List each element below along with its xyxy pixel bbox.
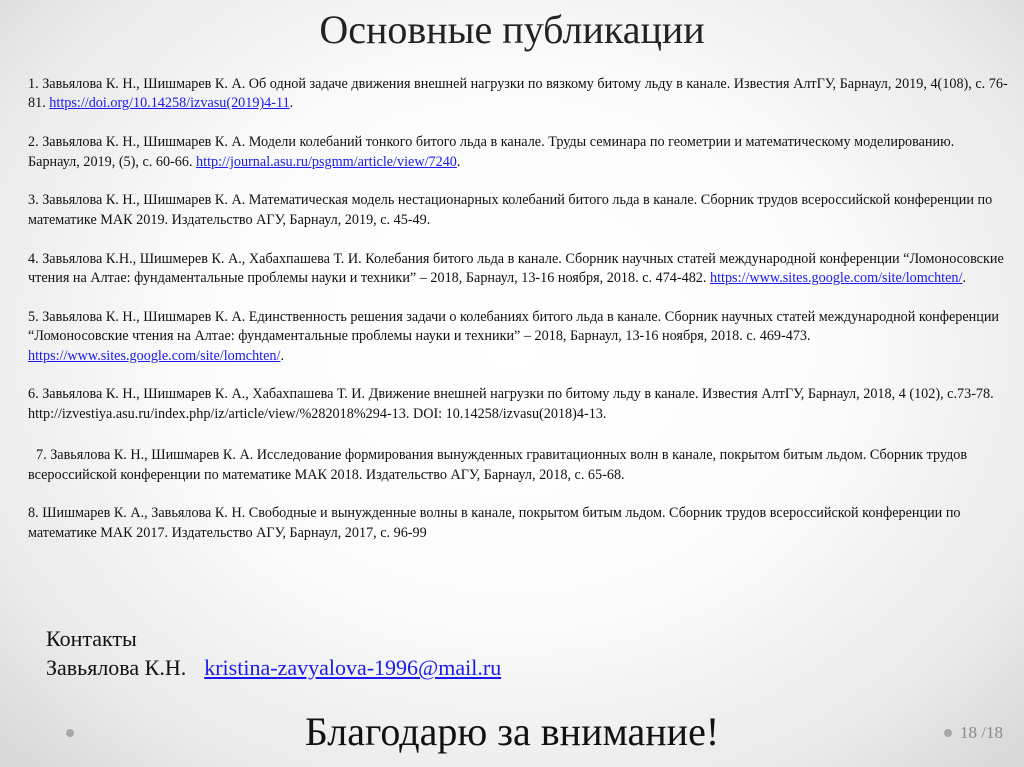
publication-item <box>28 385 1008 424</box>
contact-row <box>46 653 501 682</box>
publication-text: 8. Шишмарев К. А., Завьялова К. Н. Свободные и вынужденные волны в канале, покрытом битым льдом. Сборник трудов всероссийской конференции по математике МАК 2017. Издательство АГУ, Барнаул, 2017, с. 96-99 <box>28 505 961 541</box>
publication-text: 5. Завьялова К. Н., Шишмарев К. А. Единственность решения задачи о колебаниях битого льда в канале. Сборник научных статей международной конференции “Ломоносовские чтения на Алтае: фундаментальные проблемы науки и техники” – 2018, Барнаул, 13-16 ноября, 2018. с. 469-473. <box>28 308 1000 345</box>
publication-link-suffix: . <box>280 347 285 364</box>
contact-email-link[interactable]: kristina-zavyalova-1996@mail.ru <box>204 655 502 680</box>
nav-dot-right-icon <box>944 729 952 737</box>
publication-text: 1. Завьялова К. Н., Шишмарев К. А. Об одной задаче движения внешней нагрузки по вязкому битому льду в канале. Известия АлтГУ, Барнаул, 2019, 4(108), с. 76-81. <box>28 76 1008 112</box>
publication-text: 7. Завьялова К. Н., Шишмарев К. А. Исследование формирования вынужденных гравитационных волн в канале, покрытом битым льдом. Сборник трудов всероссийской конференции по математике МАК 2018. Издательство АГУ, Барнаул, 2018, с. 65-68. <box>28 447 968 483</box>
publication-link-suffix: . <box>962 270 966 287</box>
publication-link-suffix: . <box>289 95 294 112</box>
slide-title: Основные публикации <box>319 7 705 52</box>
page-number: 18 /18 <box>960 723 1003 742</box>
publication-text: 4. Завьялова К.Н., Шишмерев К. А., Хабахпашева Т. И. Колебания битого льда в канале. Сборник научных статей международной конференции “Ломоносовские чтения на Алтае: фундаментальные проблемы науки и техники” – 2018, Барнаул, 13-16 ноября, 2018. с. 474-482. <box>28 250 1004 287</box>
contacts-block <box>46 624 501 682</box>
publication-text: 3. Завьялова К. Н., Шишмарев К. А. Математическая модель нестационарных колебаний битого льда в канале. Сборник трудов всероссийской конференции по математике МАК 2019. Издательство АГУ, Барнаул, 2019, с. 45-49. <box>28 192 993 228</box>
publication-text: 2. Завьялова К. Н., Шишмарев К. А. Модели колебаний тонкого битого льда в канале. Труды семинара по геометрии и математическому моделированию. Барнаул, 2019, (5), с. 60-66. <box>28 134 955 170</box>
publication-text: 6. Завьялова К. Н., Шишмарев К. А., Хабахпашева Т. И. Движение внешней нагрузки по битому льду в канале. Известия АлтГУ, Барнаул, 2018, 4 (102), с.73-78. <box>28 386 994 403</box>
publication-link-suffix: . <box>456 153 461 170</box>
publication-item <box>28 308 1008 366</box>
publication-item <box>28 133 1008 172</box>
publication-link[interactable]: http://journal.asu.ru/psgmm/article/view/7240 <box>196 153 457 170</box>
publication-item <box>28 446 1008 485</box>
publication-doi: DOI: 10.14258/izvasu(2018)4-13. <box>412 405 607 422</box>
contacts-heading: Контакты <box>46 626 137 651</box>
contact-name: Завьялова К.Н. <box>46 655 187 680</box>
publication-item <box>28 504 1008 543</box>
thanks-message: Благодарю за внимание! <box>304 709 720 754</box>
publication-url-text: http://izvestiya.asu.ru/index.php/iz/article/view/%282018%294-13. <box>28 405 410 422</box>
publication-item <box>28 250 1008 289</box>
publication-link[interactable]: https://www.sites.google.com/site/lomchten/ <box>28 347 281 364</box>
publication-link[interactable]: https://doi.org/10.14258/izvasu(2019)4-11 <box>49 95 290 112</box>
publication-link[interactable]: https://www.sites.google.com/site/lomchten/ <box>709 270 963 287</box>
publication-item <box>28 191 1008 230</box>
publications-list <box>28 75 1008 563</box>
publication-item <box>28 75 1008 114</box>
